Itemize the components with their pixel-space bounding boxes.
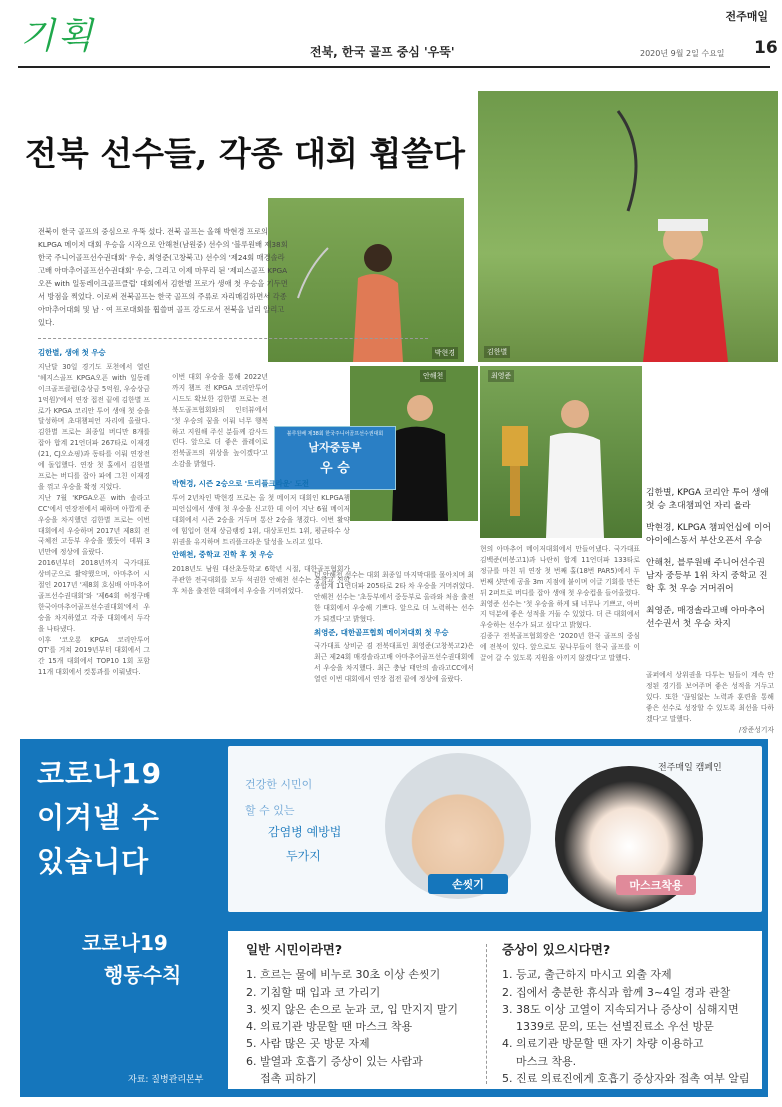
col1-para-1: 지난달 30일 경기도 포천에서 열린 '헤지스골프 KPGA오픈 with 일동레이크골프클럽(총상금 5억원, 우승상금 1억원)'에서 연장 접전 끝에 김한별 프로가 KPGA 코리안 투어 생애 첫 승을 달성하며 초대챔피언 자리에 올랐다. 김한별 프로는 최종일 버디만 8개를 잡아 합계 21언더파 267타로 이재경(21, CJ오쇼핑)과 동타를 이뤄 연장전에 돌입했다. 연장 첫 홀에서 김한별 프로는 버디를 잡아 파에 그친 이재경을 꺾고 우승을 확정 지었다. <box>38 362 150 491</box>
col5-para-1: 골퍼에서 상위권을 다투는 팀들이 계속 안정된 경기를 보여주며 좋은 성적을 거두고 있다. 또한 '끊임없는 노력과 훈련을 통해 좋은 선수로 성장할 수 있도록 최선을 다하겠다'고 말했다. <box>646 671 774 723</box>
col3-para-1: 던 안해천 선수는 대회 최종일 마지막대를 몰아치며 최종합계 11언더파 205타로 2타 차 우승을 거머쥐었다. 안해천 선수는 '초등부에서 중등부로 올라와 처음 출전한 대회에서 우승해 기쁘다. 앞으로 더 노력하는 선수가 되겠다'고 밝혔다. <box>314 571 474 623</box>
ad-headline-line: 있습니다 <box>37 845 150 878</box>
subhead-ahn: 안해천, 중학교 진학 후 첫 우승 <box>172 550 274 560</box>
banner-division: 남자중등부 <box>308 441 362 454</box>
caption-photo1: 박현경 <box>432 347 458 359</box>
col4-para-1: 현의 아마추어 메이저대회에서 만들어냈다. 국가대표 김백준(비봉고1)과 나란히 합계 11언더파 133타로 정규를 마친 뒤 연장 첫 번째 홀(18번 PAR5)에서 두 번째 샷만에 공을 3m 지점에 붙이며 이글 기회를 만든 뒤 2퍼트로 버디를 잡아 생애 첫 우승컵을 들어올렸다. 최영준 선수는 '첫 우승을 하게 돼 너무나 기쁘고, 아버지 덕분에 좋은 성적을 거둘 수 있었다. 더 큰 대회에서 우승하는 선수가 되고 싶다'고 밝혔다. <box>480 545 640 630</box>
list-item: 4. 의료기관 방문할 땐 자기 차량 이용하고 <box>502 1037 704 1051</box>
trophy-golfer-illustration <box>480 366 642 538</box>
page-subtitle: 전북, 한국 골프 중심 '우뚝' <box>310 45 455 59</box>
col1-para-2: 지난 7월 'KPGA오픈 with 솔라고CC'에서 연장전에서 패하며 아깝게 준우승을 차지했던 김한별 프로는 이번 대회에서 우승하며 2017년 제8회 전국체전 고등부 우승을 했듯이 데뷔 3년만에 정상에 올랐다. <box>38 493 150 557</box>
list-item: 1. 흐르는 물에 비누로 30초 이상 손씻기 <box>246 968 441 982</box>
article-column-2 <box>172 372 268 470</box>
caption-photo3: 안해천 <box>420 370 446 382</box>
ad-box-text-2 <box>268 820 341 868</box>
list-item: 2. 집에서 충분한 휴식과 함께 3~4일 경과 관찰 <box>502 985 731 999</box>
article-headline: 전북 선수들, 각종 대회 휩쓸다 <box>25 134 465 173</box>
col2-para-2: 투어 2년차인 박현경 프로는 올 첫 메이저 대회인 KLPGA챔피언십에서 생애 첫 우승을 신고한 데 이어 지난 6월 메이저 대회에서 시즌 2승을 거두며 통산 2승을 챙겼다. 이번 활약에 힘입어 현재 상금랭킹 1위, 대상포인트 1위, 평균타수 상위권을 유지하며 트리플크라운 달성을 노리고 있다. <box>172 493 350 546</box>
ad-box-text-1 <box>245 772 312 824</box>
ad-box-line: 할 수 있는 <box>245 804 295 817</box>
col3-para-2: 국가대표 상비군 겸 전북대표인 최영준(고창북고2)은 최근 제24회 매경솔라고배 아마추어골프선수권대회에서 우승을 차지했다. 최근 충남 태안의 솔라고CC에서 열린 이번 대회에서 연장 접전 끝에 정상에 올랐다. <box>314 642 474 684</box>
col1-para-3: 2016년부터 2018년까지 국가대표 상비군으로 활약했으며, 아마추어 시절인 2017년 '제8회 호심배 아마추어 골프선수권대회'와 '제64회 허정구배 한국아마추어골프선수권대회'에서 우승을 차지하였고 각종 대회에서 두각을 나타냈다. <box>38 559 150 633</box>
normal-title: 일반 시민이라면? <box>246 942 343 957</box>
ad-box-line: 두가지 <box>286 849 321 863</box>
sidebar-item: 박현경, KLPGA 챔피언십에 이어 아이에스동서 부산오픈서 우승 <box>646 523 771 546</box>
section-tag: 기획 <box>20 16 96 57</box>
ad-rules-line: 코로나19 <box>82 931 168 955</box>
article-column-1 <box>38 345 150 678</box>
list-item: 6. 발열과 호흡기 증상이 있는 사람과 <box>246 1054 423 1068</box>
sidebar-summary <box>646 487 776 640</box>
label-handwash: 손씻기 <box>428 874 508 894</box>
list-item: 2. 기침할 때 입과 코 가리기 <box>246 985 381 999</box>
ad-headline <box>37 752 217 884</box>
ad-headline-line: 코로나19 <box>37 757 163 790</box>
symptom-list <box>502 941 760 1087</box>
header-rule <box>18 66 770 68</box>
subhead-choi: 최영준, 대한골프협회 메이저대회 첫 우승 <box>314 627 449 637</box>
list-item: 1339로 문의, 또는 선별진료소 우선 방문 <box>502 1020 714 1034</box>
byline: /장준성기자 <box>738 725 774 734</box>
list-item: 5. 사람 많은 곳 방문 자제 <box>246 1037 370 1051</box>
article-column-4 <box>480 544 640 664</box>
article-column-3 <box>314 570 474 685</box>
paper-name: 전주매일 <box>725 10 768 23</box>
photo-choi-youngjun <box>480 366 642 538</box>
list-item: 1. 등교, 출근하지 마시고 외출 자제 <box>502 968 672 982</box>
subhead-kim: 김한별, 생애 첫 우승 <box>38 348 106 357</box>
golfer-swing-illustration <box>478 91 778 362</box>
article-column-5 <box>646 670 774 735</box>
list-item: 마스크 착용. <box>502 1054 577 1068</box>
normal-citizen-list <box>246 941 486 1087</box>
banner-event: 블루원배 제38회 한국주니어골프선수권대회 <box>286 431 384 437</box>
lead-divider <box>38 338 428 339</box>
list-item: 4. 의료기관 방문할 땐 마스크 착용 <box>246 1020 413 1034</box>
col1-para-4: 이후 '코오롱 KPGA 코리안투어 QT'를 거쳐 2019년부터 대회에서 그간 15개 대회에서 TOP10 1회 포함 11개 대회에서 컷통과를 이뤄냈다. <box>38 635 150 677</box>
list-item: 3. 씻지 않은 손으로 눈과 코, 입 만지지 말기 <box>246 1002 458 1016</box>
sidebar-item: 최영준, 매경솔라고배 아마추어 선수권서 첫 우승 차지 <box>646 606 765 629</box>
symptom-title: 증상이 있으시다면? <box>502 942 611 957</box>
ad-headline-line: 이겨낼 수 <box>37 801 160 834</box>
caption-photo2: 김한별 <box>484 346 510 358</box>
ad-rules-line: 행동수칙 <box>104 963 182 987</box>
ad-campaign-label: 전주매일 캠페인 <box>658 763 722 773</box>
panel-divider <box>486 944 487 1084</box>
issue-date: 2020년 9월 2일 수요일 <box>640 49 725 58</box>
col2-para-1: 이번 대회 우승을 통해 2022년까지 챔프 전 KPGA 코리안투어 시드도 확보한 김한별 프로는 전북도골프협회와의 인터뷰에서 '첫 우승의 꿈을 이뤄 너무 행복하고 지원해 주신 분들께 감사드린다. 앞으로 더 좋은 플레이로 전북골프의 위상을 높이겠다'고 소감을 밝혔다. <box>172 373 268 469</box>
sidebar-item: 안해천, 블루원배 주니어선수권 남자 중등부 1위 차지 중학교 진학 후 첫 우승 거머쥐어 <box>646 558 768 594</box>
photo-kim-hanbyul <box>478 91 778 362</box>
sidebar-item: 김한별, KPGA 코리안 투어 생애 첫 승 초대챔피언 자리 올라 <box>646 488 769 511</box>
ad-rules-title <box>82 927 181 991</box>
page-number: 16 <box>754 38 778 58</box>
list-item: 3. 38도 이상 고열이 지속되거나 증상이 심해지면 <box>502 1002 739 1016</box>
caption-photo4: 최영준 <box>488 370 514 382</box>
ad-box-line: 감염병 예방법 <box>268 825 342 839</box>
article-lead: 전북이 한국 골프의 중심으로 우뚝 섰다. 전북 골프는 올해 박현경 프로의 KLPGA 메이저 대회 우승을 시작으로 안해천(남원중) 선수의 '블루원배 제38회 한국 주니어골프선수권대회' 우승, 최영준(고창북고) 선수의 '제24회 매경솔라고배 아마추어골프선수권대회' 우승, 그리고 이제 마무리 된 '제피스골프 KPGA오픈 with 일동레이크골프클럽' 대회에서 김한별 프로가 생애 첫 우승을 기두면서 방점을 찍었다. 이로써 전북골프는 한국 골프의 주류로 자리매김하면서 각종 아마추어대회 및 남 · 여 프로대회를 휩쓸며 골프 강도로서 전북을 널리 알리고 있다. <box>38 227 288 327</box>
ad-box-line: 건강한 시민이 <box>245 778 313 791</box>
subhead-park: 박현경, 시즌 2승으로 '트리플크라운' 도전 <box>172 479 309 488</box>
label-mask: 마스크착용 <box>616 875 696 895</box>
col4-para-2: 김종구 전북골프협회장은 '2020년 한국 골프의 중심에 전북이 있다. 앞으로도 꿈나무들이 한국 골프를 이끌어 갈 수 있도록 지원을 아끼지 않겠다'고 말했다. <box>480 632 640 663</box>
list-item: 접촉 피하기 <box>246 1072 317 1086</box>
ad-source: 자료: 질병관리본부 <box>128 1075 204 1085</box>
list-item: 5. 진료 의료진에게 호흡기 증상자와 접촉 여부 알림 <box>502 1072 750 1086</box>
banner-win: 우 승 <box>320 461 350 476</box>
col2-para-3: 2018년도 남원 대산초등학교 6학년 시절, 대한골프협회가 주관한 전국대회를 모두 석권한 안해천 선수는 중학교 진학 후 처음 출전한 대회에서 우승을 거머쥐었다. <box>172 565 350 596</box>
